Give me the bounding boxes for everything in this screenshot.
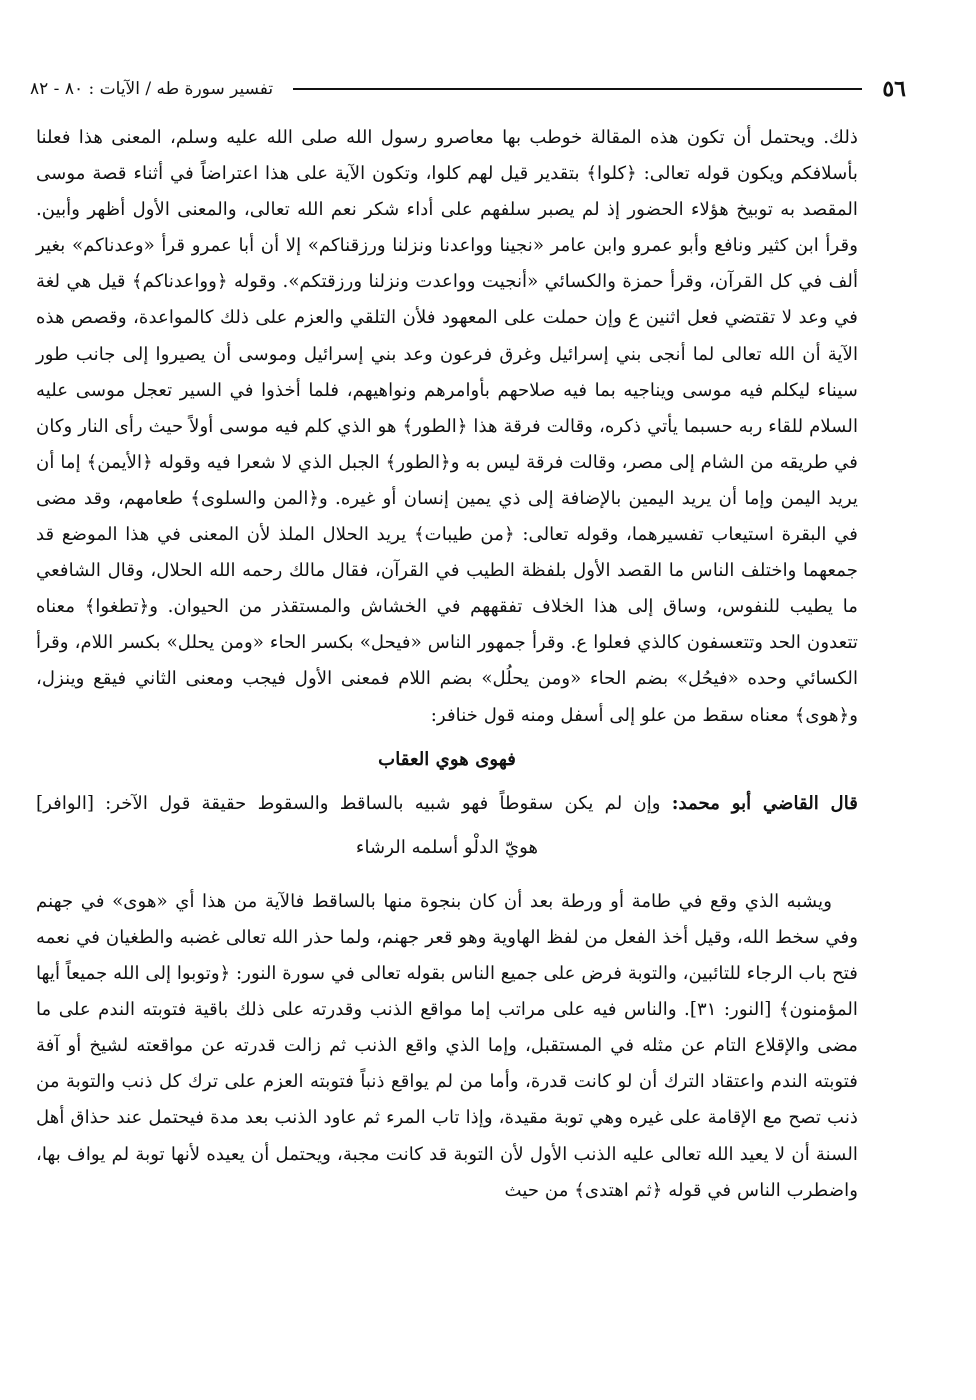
qadi-statement xyxy=(36,786,858,822)
header-rule xyxy=(293,88,862,90)
poetry-verse-1: فهوى هوي العقاب xyxy=(378,748,516,770)
page-body xyxy=(36,120,858,1209)
poetry-verse-2: هويّ الدلْو أسلمه الرشاء xyxy=(355,836,539,858)
paragraph-commentary-1: ذلك. ويحتمل أن تكون هذه المقالة خوطب بها معاصرو رسول الله صلى الله عليه وسلم، المعنى هذا فعلنا بأسلافكم ويكون قوله تعالى: ﴿كلوا﴾ بتقدير قيل لهم كلوا، وتكون الآية على هذا اعتراضاً في أثناء قصة موسى المقصد به توبيخ هؤلاء الحضور إذ لم يصبر سلفهم على أداء شكر نعم الله تعالى، والمعنى الأول أظهر وأبين. وقرأ ابن كثير ونافع وأبو عمرو وابن عامر «نجينا وواعدنا ونزلنا ورزقناكم» إلا أن أبا عمرو قرأ «وعدناكم» بغير ألف في كل القرآن، وقرأ حمزة والكسائي «أنجيت وواعدت ونزلنا ورزقتكم». وقوله ﴿وواعدناكم﴾ قيل هي لغة في وعد لا تقتضي فعل اثنين ع وإن حملت على المعهود فلأن التلقي والعزم على ذلك كالمواعدة، وقصص هذه الآية أن الله تعالى لما أنجى بني إسرائيل وغرق فرعون وعد بني إسرائيل وموسى أن يصيروا إلى جانب طور سيناء ليكلم فيه موسى ويناجيه بما فيه صلاحهم بأوامرهم ونواهيهم، فلما أخذوا في السير تعجل موسى عليه السلام للقاء ربه حسبما يأتي ذكره، وقالت فرقة هذا ﴿الطور﴾ هو الذي كلم فيه موسى أولاً حيث رأى النار وكان في طريقه من الشام إلى مصر، وقالت فرقة ليس به و﴿الطور﴾ الجبل الذي لا شعرا فيه وقوله ﴿الأيمن﴾ إما أن يريد اليمن وإما أن يريد اليمين بالإضافة إلى ذي يمين إنسان أو غيره. و﴿المن والسلوى﴾ طعامهم، وقد مضى في البقرة استيعاب تفسيرهما، وقوله تعالى: ﴿من طيبات﴾ يريد الحلال الملذ لأن المعنى في هذا الموضع قد جمعهما واختلف الناس ما القصد الأول بلفظة الطيب في القرآن، فقال مالك رحمه الله الحلال، وقال الشافعي ما يطيب للنفوس، وساق إلى هذا الخلاف تفقههم في الخشاش والمستقذر من الحيوان. و﴿تطغوا﴾ معناه تتعدون الحد وتتعسفون كالذي فعلوا ع. وقرأ جمهور الناس «فيحل» بكسر الحاء «ومن يحلل» بكسر اللام، وقرأ الكسائي وحده «فيحُل» بضم الحاء «ومن يحلُل» بضم اللام فمعنى الأول فيجب ومعنى الثاني فيقع وينزل، و﴿هوى﴾ معناه سقط من علو إلى أسفل ومنه قول خنافر: xyxy=(36,127,859,726)
running-title: تفسير سورة طه / الآيات : ٨٠ - ٨٢ xyxy=(30,79,274,99)
qadi-name: قال القاضي أبو محمد: xyxy=(671,792,858,814)
spacer xyxy=(36,874,858,884)
page-number: ٥٦ xyxy=(882,76,906,102)
paragraph-commentary-2: ويشبه الذي وقع في طامة أو ورطة بعد أن كان بنجوة منها بالساقط فالآية من هذا أي «هوى» في جهنم وفي سخط الله، وقيل أخذ الفعل من لفظ الهاوية وهو قعر جهنم، ولما حذر الله تعالى غضبه والطغيان في نعمه فتح باب الرجاء للتائبين، والتوبة فرض على جميع الناس بقوله تعالى في سورة النور: ﴿وتوبوا إلى الله جميعاً أيها المؤمنون﴾ [النور: ٣١]. والناس فيه على مراتب إما مواقع الذنب وقدرته على ذلك باقية فتوبته الندم على ما مضى والإقلاع التام عن مثله في المستقبل، وإما الذي واقع الذنب ثم زالت قدرته عن مواقعته لشيخ أو آفة فتوبته الندم واعتقاد الترك أن لو كانت قدرة، وأما من لم يواقع ذنباً فتوبته العزم على ترك كل ذنب والتوبة من ذنب تصح مع الإقامة على غيره وهي توبة مقيدة، وإذا تاب المرء ثم عاود الذنب بعد مدة فيحتمل عند حذاق أهل السنة أن لا يعيد الله تعالى عليه الذنب الأول لأن التوبة قد كانت مجبة، ويحتمل أن يعيده لأنها توبة لم يواف بها، واضطرب الناس في قوله ﴿ثم اهتدى﴾ من حيث xyxy=(36,890,858,1201)
qadi-text: وإن لم يكن سقوطاً فهو شبيه بالساقط والسقوط حقيقة قول الآخر: [الوافر] xyxy=(36,792,661,814)
running-head xyxy=(30,72,906,106)
